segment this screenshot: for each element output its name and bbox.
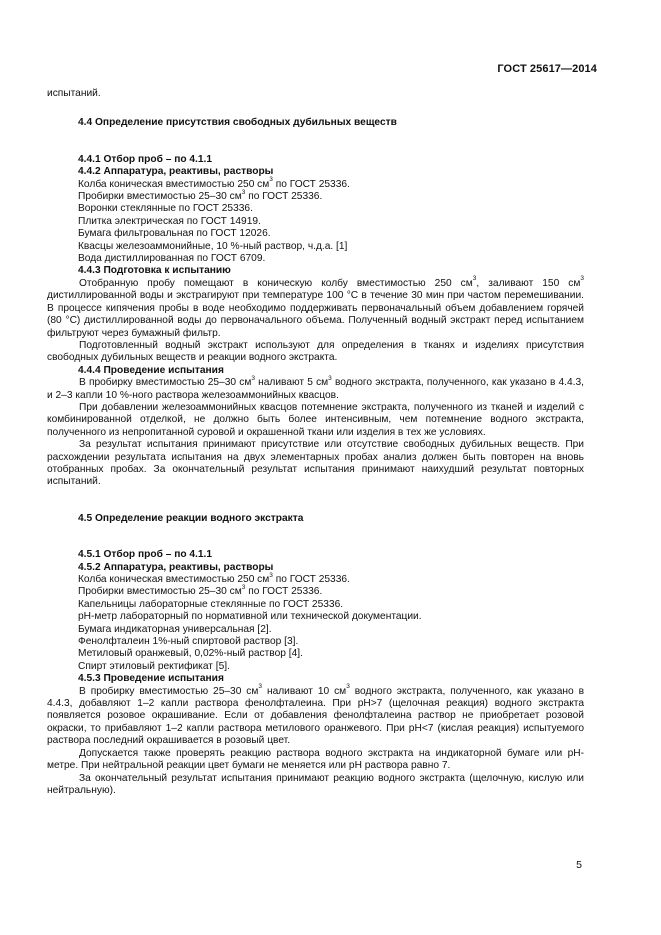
section-4-4-heading: 4.4 Определение присутствия свободных дубильных веществ bbox=[78, 117, 397, 129]
paragraph: Допускается также проверять реакцию раствора водного экстракта на индикаторной бумаге или pH-метре. При нейтральной реакции цвет бумаги не меняется или pH раствора равно 7. bbox=[47, 747, 584, 772]
paragraph: Подготовленный водный экстракт используют для определения в тканях и изделиях присутствия свободных дубильных веществ и реакции водного экстракта. bbox=[47, 339, 584, 364]
standard-header: ГОСТ 25617—2014 bbox=[497, 63, 597, 75]
page-number: 5 bbox=[576, 859, 582, 871]
list-item: Воронки стеклянные по ГОСТ 25336. bbox=[78, 203, 253, 215]
paragraph: За окончательный результат испытания принимают реакцию водного экстракта (щелочную, кислую или нейтральную). bbox=[47, 772, 584, 796]
paragraph: При добавлении железоаммонийных квасцов потемнение экстракта, полученного из тканей и изделий с комбинированной отделкой, не должно быть более интенсивным, чем потемнение водного экстракта, полученного из непропитанной суровой и окрашенной ткани или изделия в тех же условиях. bbox=[47, 401, 584, 438]
list-item: Колба коническая вместимостью 250 $см^3$ по ГОСТ 25336. bbox=[78, 176, 350, 190]
subsection-4-4-3-heading: 4.4.3 Подготовка к испытанию bbox=[78, 265, 231, 277]
subsection-4-4-4-heading: 4.4.4 Проведение испытания bbox=[78, 364, 224, 376]
continuation-text: испытаний. bbox=[47, 88, 101, 99]
list-item: Плитка электрическая по ГОСТ 14919. bbox=[78, 215, 261, 227]
list-item: Капельницы лабораторные стеклянные по ГОСТ 25336. bbox=[78, 598, 344, 610]
subsection-4-4-2-heading: 4.4.2 Аппаратура, реактивы, растворы bbox=[78, 166, 274, 178]
list-item: Спирт этиловый ректификат [5]. bbox=[78, 660, 230, 672]
document-body bbox=[47, 88, 584, 797]
list-item: Пробирки вместимостью 25–30 $см^3$ по ГОСТ 25336. bbox=[78, 584, 323, 598]
list-item: Фенолфталеин 1%-ный спиртовой раствор [3]. bbox=[78, 636, 299, 648]
list-item: Бумага фильтровальная по ГОСТ 12026. bbox=[78, 228, 271, 240]
list-item: pH-метр лабораторный по нормативной или технической документации. bbox=[78, 611, 422, 623]
subsection-4-5-1-heading: 4.5.1 Отбор проб – по 4.1.1 bbox=[78, 549, 213, 561]
subsection-4-4-1-heading: 4.4.1 Отбор проб – по 4.1.1 bbox=[78, 153, 213, 165]
list-item: Метиловый оранжевый, 0,02%-ный раствор [4]. bbox=[78, 648, 303, 660]
subsection-4-5-2-heading: 4.5.2 Аппаратура, реактивы, растворы bbox=[78, 561, 274, 573]
list-item: Колба коническая вместимостью 250 $см^3$ по ГОСТ 25336. bbox=[78, 571, 350, 585]
paragraph: Отобранную пробу помещают в коническую колбу вместимостью 250 $см^3$, заливают 150 $см^3$ дистиллированной воды и экстрагируют при температуре 100 °С в течение 30 мин при частом перемешивании. В процессе кипячения пробы в воде необходимо поддерживать первоначальный объем добавлением горячей (80 °С) дистиллированной воды до первоначального объема. Полученный водный экстракт перед испытанием фильтруют через бумажный фильтр. bbox=[47, 275, 584, 339]
list-item: Пробирки вместимостью 25–30 $см^3$ по ГОСТ 25336. bbox=[78, 188, 323, 203]
list-item: Вода дистиллированная по ГОСТ 6709. bbox=[78, 253, 266, 265]
paragraph: За результат испытания принимают присутствие или отсутствие свободных дубильных веществ. При расхождении результата испытания на двух элементарных пробах анализ должен быть повторен на вновь отобранных пробах. За окончательный результат испытания принимают наихудший результат повторных испытаний. bbox=[47, 439, 584, 488]
list-item: Квасцы железоаммонийные, 10 %-ный раствор, ч.д.а. [1] bbox=[78, 240, 348, 252]
paragraph: В пробирку вместимостью 25–30 $см^3$ наливают 5 $см^3$ водного экстракта, полученного, как указано в 4.4.3, и 2–3 капли 10 %-ного раствора железоаммонийных квасцов. bbox=[47, 374, 585, 401]
section-4-5-heading: 4.5 Определение реакции водного экстракта bbox=[78, 512, 304, 524]
subsection-4-5-3-heading: 4.5.3 Проведение испытания bbox=[78, 673, 224, 685]
paragraph: В пробирку вместимостью 25–30 $см^3$ наливают 10 $см^3$ водного экстракта, полученного, как указано в 4.4.3, добавляют 1–2 капли раствора фенолфталеина. При pH>7 (щелочная реакция) водного экстракта появляется розовое окрашивание. Если от добавления фенолфталеина раствор не приобретает розовой окраски, то прибавляют 1–2 капли раствора метилового оранжевого. При pH<7 (кислая реакция) испытуемого раствора последний окрашивается в розовый цвет. bbox=[47, 683, 584, 747]
list-item: Бумага индикаторная универсальная [2]. bbox=[78, 623, 272, 635]
